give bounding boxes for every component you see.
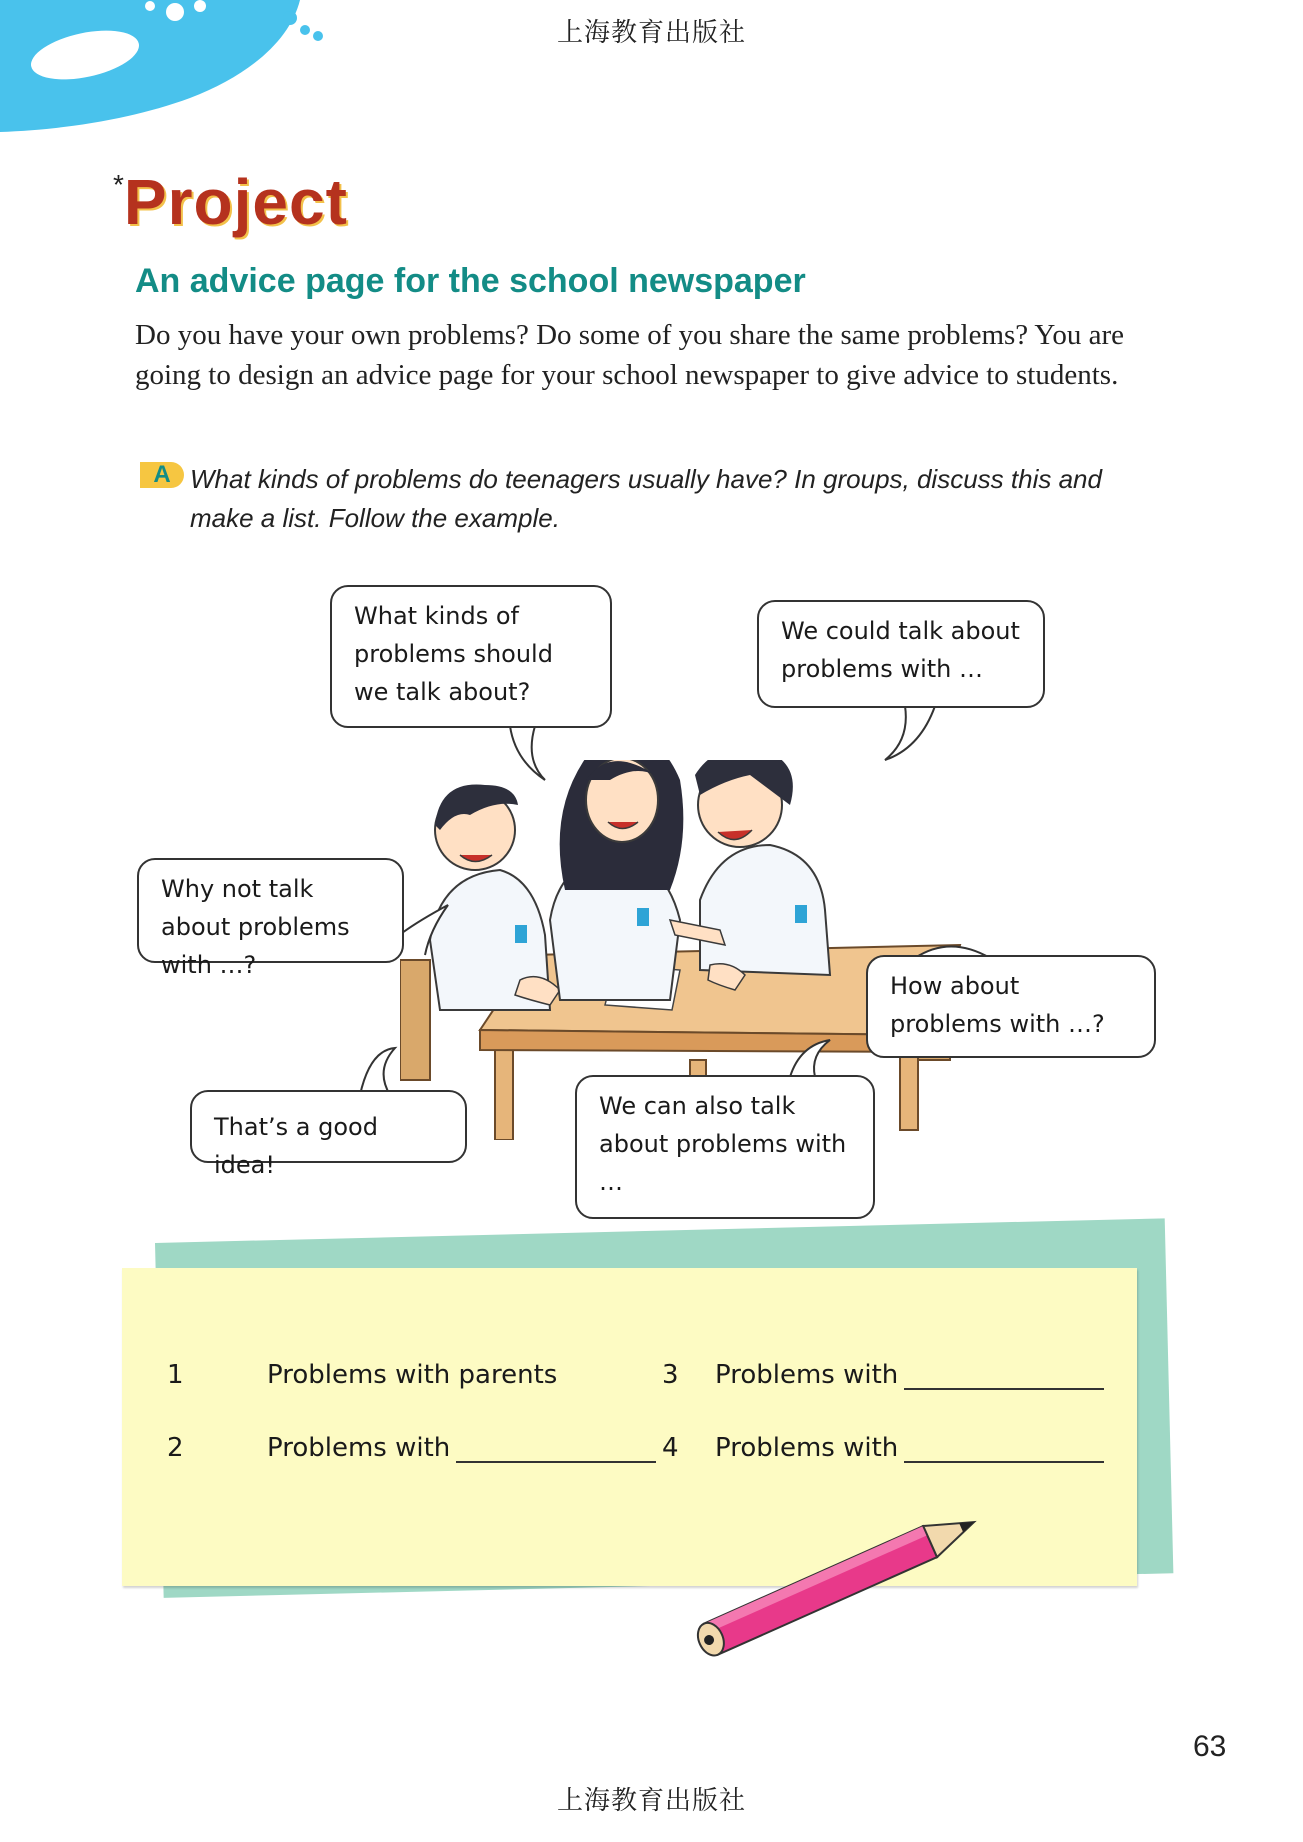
section-subtitle: An advice page for the school newspaper	[135, 262, 806, 300]
speech-bubble-good-idea: That’s a good idea!	[190, 1090, 467, 1163]
speech-bubble-why-not: Why not talk about problems with …?	[137, 858, 404, 963]
task-badge: A	[140, 462, 184, 488]
intro-paragraph: Do you have your own problems? Do some of you share the same problems? You are going to design an advice page for your school newspaper to give advice to students.	[135, 319, 1125, 391]
list-number: 1	[167, 1360, 184, 1390]
page-number: 63	[1193, 1730, 1227, 1763]
list-number: 2	[167, 1433, 184, 1463]
task-instruction: What kinds of problems do teenagers usually have? In groups, discuss this and make a list. Follow the example.	[190, 464, 1102, 533]
list-item-3	[662, 1360, 1104, 1390]
list-text: Problems with parents	[267, 1360, 558, 1390]
optional-marker: *	[113, 169, 124, 200]
list-item-4	[662, 1433, 1104, 1463]
list-text: Problems with	[715, 1433, 899, 1463]
pencil-icon	[670, 1495, 1010, 1670]
speech-bubble-also-talk: We can also talk about problems with …	[575, 1075, 875, 1219]
speech-bubble-what-kinds: What kinds of problems should we talk about?	[330, 585, 612, 728]
list-text: Problems with	[715, 1360, 899, 1390]
list-number: 4	[662, 1433, 679, 1463]
list-item-2	[167, 1433, 656, 1463]
speech-bubble-how-about: How about problems with …?	[866, 955, 1156, 1058]
speech-bubble-could-talk: We could talk about problems with …	[757, 600, 1045, 708]
footer-publisher: 上海教育出版社	[556, 1786, 746, 1816]
list-text: Problems with	[267, 1433, 451, 1463]
answer-blank-3[interactable]	[904, 1362, 1104, 1390]
list-item-1	[167, 1360, 557, 1390]
answer-blank-2[interactable]	[456, 1435, 656, 1463]
header-publisher: 上海教育出版社	[556, 18, 746, 48]
section-title: Project	[123, 166, 348, 238]
list-number: 3	[662, 1360, 679, 1390]
answer-blank-4[interactable]	[904, 1435, 1104, 1463]
